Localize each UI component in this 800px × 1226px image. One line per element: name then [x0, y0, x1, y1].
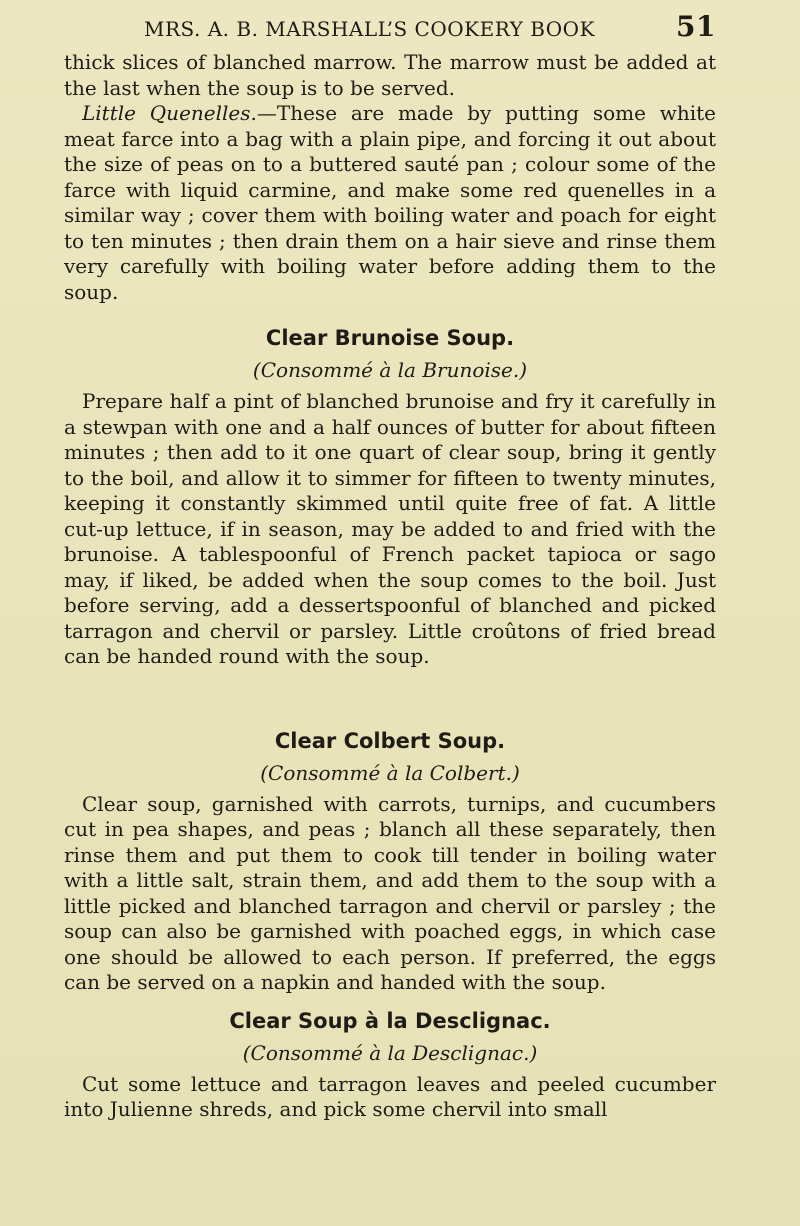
quenelles-text: —These are made by putting some white meat farce into a bag with a plain pipe, and forcing it out about the size of peas on to a buttered sauté pan ; colour some of the farce with liquid carmine, and make some red quenelles in a similar way ; cover them with boiling water and poach for eight to ten minutes ; then drain them on a hair sieve and rinse them very carefully with boiling water before adding them to the soup. — [64, 101, 717, 304]
section-body-desclignac: Cut some lettuce and tarragon leaves and peeled cucumber into Julienne shreds, and pick some chervil into small — [64, 1071, 716, 1121]
section-body-brunoise: Prepare half a pint of blanched brunoise and fry it carefully in a stewpan with one and a half ounces of butter for about fifteen minutes ; then add to it one quart of clear soup, bring it gently to the boil, and allow it to simmer for fifteen to twenty minutes, keeping it constantly skimmed until quite free of fat. A little cut-up lettuce, if in season, may be added to and fried with the brunoise. A tablespoonful of French packet tapioca or sago may, if liked, be added when the soup comes to the boil. Just before serving, add a dessertspoonful of blanched and picked tarragon and chervil or parsley. Little croûtons of fried bread can be handed round with the soup. — [64, 389, 716, 668]
section-subtitle-desclignac: (Consommé à la Desclignac.) — [242, 1040, 538, 1065]
running-head — [64, 10, 716, 50]
section-heading-colbert: Clear Colbert Soup. — [274, 728, 506, 753]
section-subtitle-colbert: (Consommé à la Colbert.) — [260, 760, 520, 785]
section-subtitle-brunoise: (Consommé à la Brunoise.) — [252, 358, 528, 382]
running-title: MRS. A. B. MARSHALL’S COOKERY BOOK — [144, 17, 596, 41]
quenelles-title: Little Quenelles. — [82, 101, 257, 125]
quenelles-paragraph — [64, 101, 716, 305]
section-heading-desclignac: Clear Soup à la Desclignac. — [229, 1008, 551, 1033]
section-heading-brunoise: Clear Brunoise Soup. — [265, 326, 515, 350]
intro-paragraph: thick slices of blanched marrow. The marrow must be added at the last when the soup is to be served. — [64, 50, 716, 100]
section-body-colbert: Clear soup, garnished with carrots, turnips, and cucumbers cut in pea shapes, and peas ; blanch all these separately, then rinse them and put them to cook till tender in boiling water with a little salt, strain them, and add them to the soup with a little picked and blanched tarragon and chervil or parsley ; the soup can also be garnished with poached eggs, in which case one should be allowed to each person. If preferred, the eggs can be served on a napkin and handed with the soup. — [64, 791, 716, 994]
page-number: 51 — [676, 10, 716, 43]
